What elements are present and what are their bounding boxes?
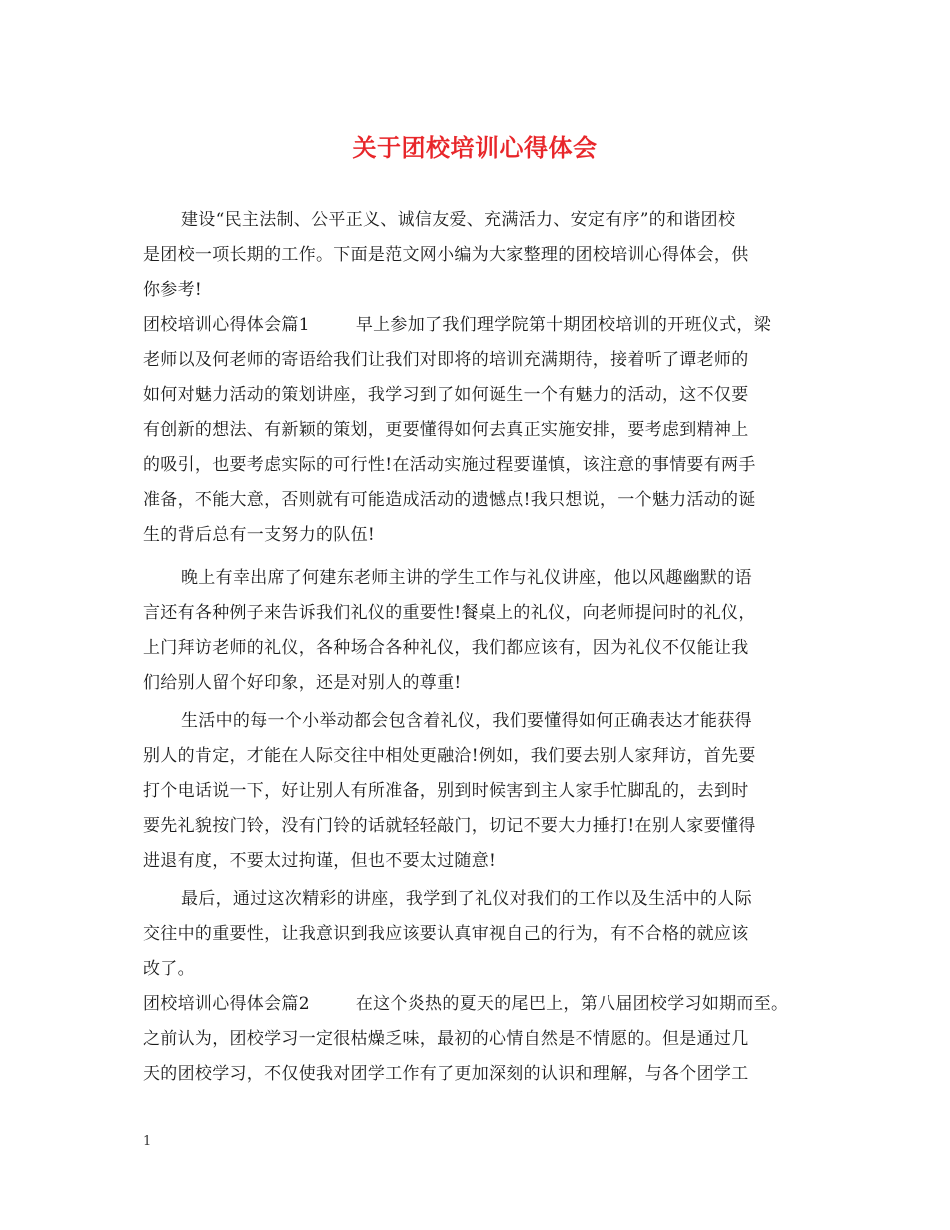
- text-line: 进退有度，不要太过拘谨，但也不要太过随意!: [143, 851, 497, 871]
- text-line: 言还有各种例子来告诉我们礼仪的重要性!餐桌上的礼仪，向老师提问时的礼仪，: [143, 603, 756, 623]
- document-title: 关于团校培训心得体会: [352, 133, 598, 162]
- page-number: 1: [143, 1134, 152, 1149]
- section-heading: 团校培训心得体会篇1: [143, 315, 310, 335]
- text-line: 晚上有幸出席了何建东老师主讲的学生工作与礼仪讲座，他以风趣幽默的语: [181, 568, 752, 588]
- section-text: 早上参加了我们理学院第十期团校培训的开班仪式，梁: [355, 315, 772, 335]
- text-line: 有创新的想法、有新颖的策划，更要懂得如何去真正实施安排，要考虑到精神上: [143, 420, 749, 440]
- text-line: 们给别人留个好印象，还是对别人的尊重!: [143, 673, 462, 693]
- text-line: 生的背后总有一支努力的队伍!: [143, 525, 376, 545]
- text-line: 交往中的重要性，让我意识到我应该要认真审视自己的行为，有不合格的就应该: [143, 924, 749, 944]
- text-line: 改了。: [143, 959, 195, 979]
- text-line: 老师以及何老师的寄语给我们让我们对即将的培训充满期待，接着听了谭老师的: [143, 350, 749, 370]
- text-line: 如何对魅力活动的策划讲座，我学习到了如何诞生一个有魅力的活动，这不仅要: [143, 385, 749, 405]
- text-line: 生活中的每一个小举动都会包含着礼仪，我们要懂得如何正确表达才能获得: [181, 711, 752, 731]
- section-heading-line: [143, 992, 788, 1016]
- section-heading: 团校培训心得体会篇2: [143, 994, 310, 1014]
- text-line: 你参考!: [143, 280, 203, 300]
- text-line: 的吸引，也要考虑实际的可行性!在活动实施过程要谨慎，该注意的事情要有两手: [143, 455, 756, 475]
- text-line: 打个电话说一下，好让别人有所准备，别到时候害到主人家手忙脚乱的，去到时: [143, 781, 749, 801]
- text-line: 准备，不能大意，否则就有可能造成活动的遗憾点!我只想说，一个魅力活动的诞: [143, 490, 756, 510]
- text-line: 之前认为，团校学习一定很枯燥乏味，最初的心情自然是不情愿的。但是通过几: [143, 1029, 749, 1049]
- text-line: 建设“民主法制、公平正义、诚信友爱、充满活力、安定有序”的和谐团校: [181, 210, 736, 230]
- text-line: 最后，通过这次精彩的讲座，我学到了礼仪对我们的工作以及生活中的人际: [181, 889, 752, 909]
- text-line: 是团校一项长期的工作。下面是范文网小编为大家整理的团校培训心得体会，供: [143, 245, 749, 265]
- section-heading-line: [143, 313, 771, 337]
- section-text: 在这个炎热的夏天的尾巴上，第八届团校学习如期而至。: [355, 994, 789, 1014]
- text-line: 上门拜访老师的礼仪，各种场合各种礼仪，我们都应该有，因为礼仪不仅能让我: [143, 638, 749, 658]
- text-line: 要先礼貌按门铃，没有门铃的话就轻轻敲门，切记不要大力捶打!在别人家要懂得: [143, 816, 756, 836]
- text-line: 别人的肯定，才能在人际交往中相处更融洽!例如，我们要去别人家拜访，首先要: [143, 746, 756, 766]
- text-line: 天的团校学习，不仅使我对团学工作有了更加深刻的认识和理解，与各个团学工: [143, 1064, 749, 1084]
